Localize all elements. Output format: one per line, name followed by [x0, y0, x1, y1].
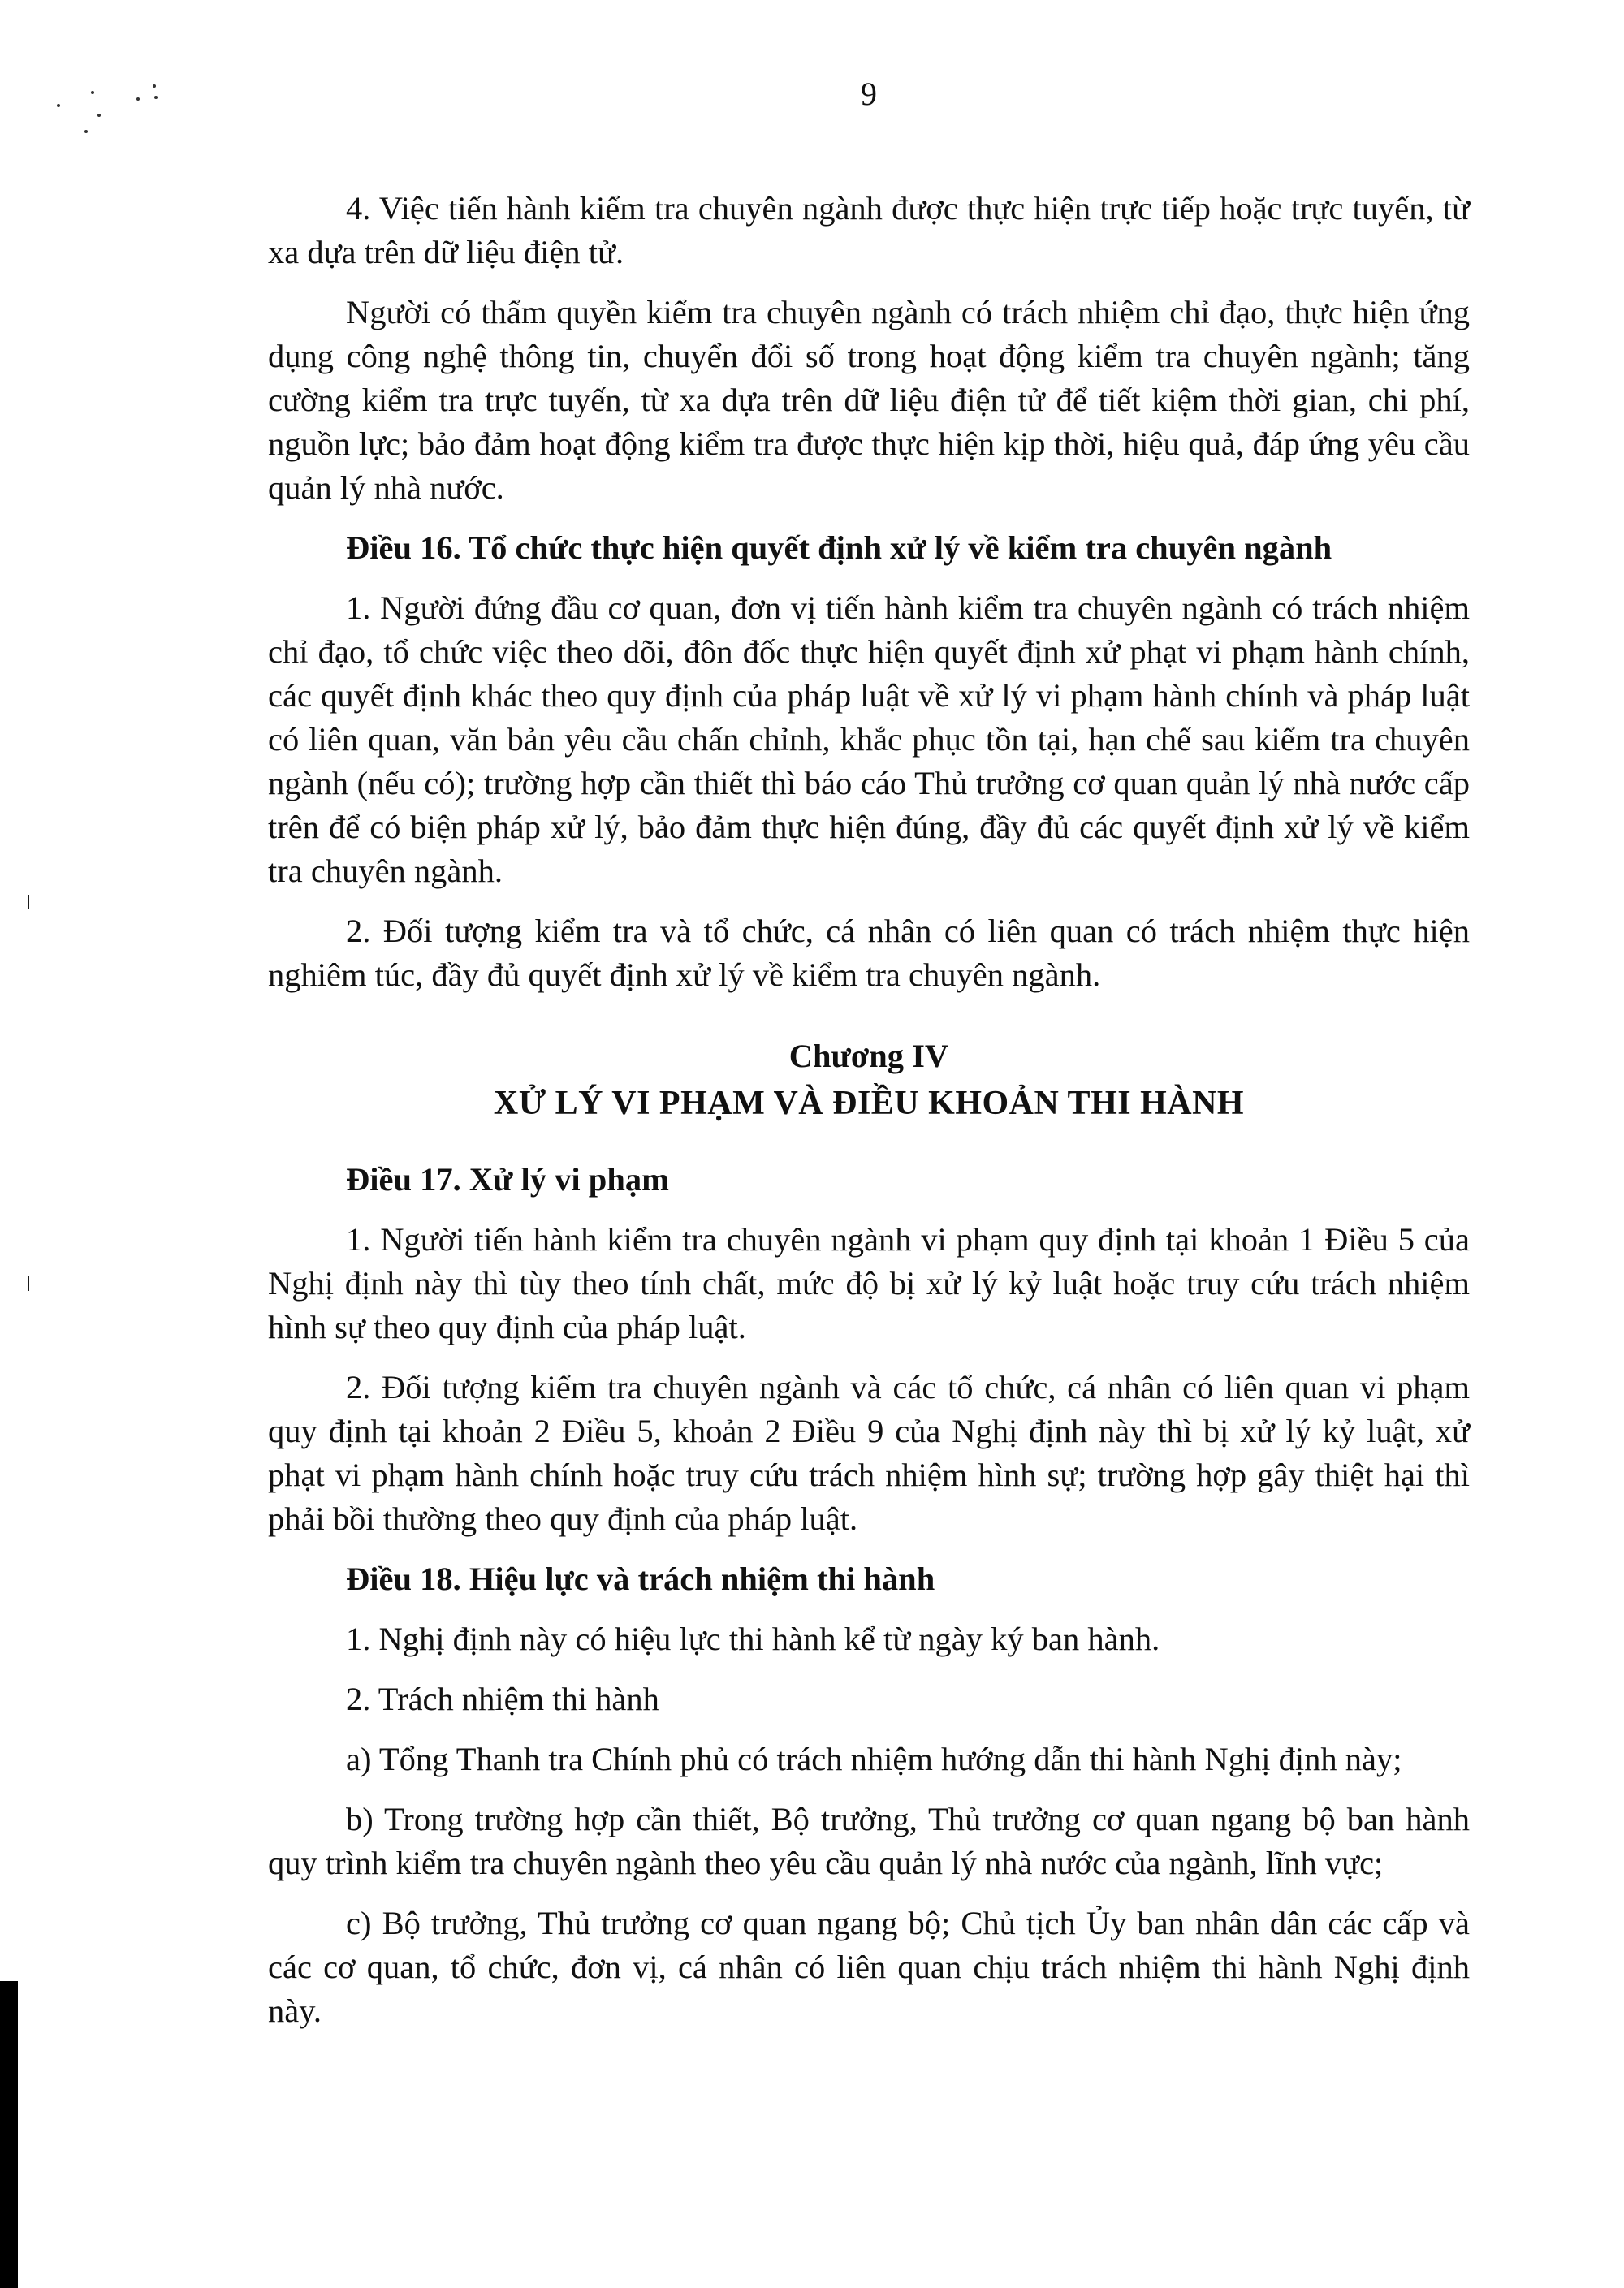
scan-speck [154, 96, 158, 99]
scan-speck [136, 97, 140, 101]
article-17-clause-1: 1. Người tiến hành kiểm tra chuyên ngành vi phạm quy định tại khoản 1 Điều 5 của Nghị định này thì tùy theo tính chất, mức độ bị xử lý kỷ luật hoặc truy cứu trách nhiệm hình sự theo quy định của pháp luật. [268, 1221, 1470, 1345]
article-18-clause-2: 2. Trách nhiệm thi hành [346, 1681, 659, 1717]
article-18-title: Điều 18. Hiệu lực và trách nhiệm thi hành [346, 1561, 935, 1597]
scan-speck [84, 130, 88, 133]
scan-line [28, 895, 29, 909]
article-18-point-a: a) Tổng Thanh tra Chính phủ có trách nhiệm hướng dẫn thi hành Nghị định này; [346, 1741, 1402, 1777]
article-18-clause-1: 1. Nghị định này có hiệu lực thi hành kể từ ngày ký ban hành. [346, 1621, 1160, 1657]
scan-speck [153, 84, 156, 88]
document-body [268, 187, 1470, 2049]
scan-speck [91, 91, 94, 94]
paragraph-competent-person: Người có thẩm quyền kiểm tra chuyên ngành có trách nhiệm chỉ đạo, thực hiện ứng dụng công nghệ thông tin, chuyển đổi số trong hoạt động kiểm tra chuyên ngành; tăng cường kiểm tra trực tuyến, từ xa dựa trên dữ liệu điện tử để tiết kiệm thời gian, chi phí, nguồn lực; bảo đảm hoạt động kiểm tra được thực hiện kịp thời, hiệu quả, đáp ứng yêu cầu quản lý nhà nước. [268, 294, 1470, 506]
article-18-point-b: b) Trong trường hợp cần thiết, Bộ trưởng, Thủ trưởng cơ quan ngang bộ ban hành quy trình kiểm tra chuyên ngành theo yêu cầu quản lý nhà nước của ngành, lĩnh vực; [268, 1801, 1470, 1881]
paragraph-4-online-inspection: 4. Việc tiến hành kiểm tra chuyên ngành được thực hiện trực tiếp hoặc trực tuyến, từ xa dựa trên dữ liệu điện tử. [268, 190, 1470, 270]
article-16-title: Điều 16. Tổ chức thực hiện quyết định xử lý về kiểm tra chuyên ngành [346, 529, 1332, 566]
scan-line [28, 1276, 29, 1291]
article-18-point-c: c) Bộ trưởng, Thủ trưởng cơ quan ngang bộ; Chủ tịch Ủy ban nhân dân các cấp và các cơ quan, tổ chức, đơn vị, cá nhân có liên quan chịu trách nhiệm thi hành Nghị định này. [268, 1905, 1470, 2029]
chapter-title: XỬ LÝ VI PHẠM VÀ ĐIỀU KHOẢN THI HÀNH [493, 1085, 1245, 1122]
page-number: 9 [861, 76, 877, 112]
scan-edge-shadow [0, 1981, 18, 2288]
article-17-clause-2: 2. Đối tượng kiểm tra chuyên ngành và các tổ chức, cá nhân có liên quan vi phạm quy định tại khoản 2 Điều 5, khoản 2 Điều 9 của Nghị định này thì bị xử lý kỷ luật, xử phạt vi phạm hành chính hoặc truy cứu trách nhiệm hình sự; trường hợp gây thiệt hại thì phải bồi thường theo quy định của pháp luật. [268, 1369, 1470, 1537]
article-16-clause-2: 2. Đối tượng kiểm tra và tổ chức, cá nhân có liên quan có trách nhiệm thực hiện nghiêm túc, đầy đủ quyết định xử lý về kiểm tra chuyên ngành. [268, 913, 1470, 993]
scan-speck [97, 114, 101, 117]
chapter-heading: Chương IV [788, 1038, 949, 1074]
scan-speck [57, 104, 60, 107]
article-17-title: Điều 17. Xử lý vi phạm [346, 1161, 669, 1198]
article-16-clause-1: 1. Người đứng đầu cơ quan, đơn vị tiến hành kiểm tra chuyên ngành có trách nhiệm chỉ đạo, tổ chức việc theo dõi, đôn đốc thực hiện quyết định xử phạt vi phạm hành chính, các quyết định khác theo quy định của pháp luật về xử lý vi phạm hành chính và pháp luật có liên quan, văn bản yêu cầu chấn chỉnh, khắc phục tồn tại, hạn chế sau kiểm tra chuyên ngành (nếu có); trường hợp cần thiết thì báo cáo Thủ trưởng cơ quan quản lý nhà nước cấp trên để có biện pháp xử lý, bảo đảm thực hiện đúng, đầy đủ các quyết định xử lý về kiểm tra chuyên ngành. [268, 589, 1470, 889]
